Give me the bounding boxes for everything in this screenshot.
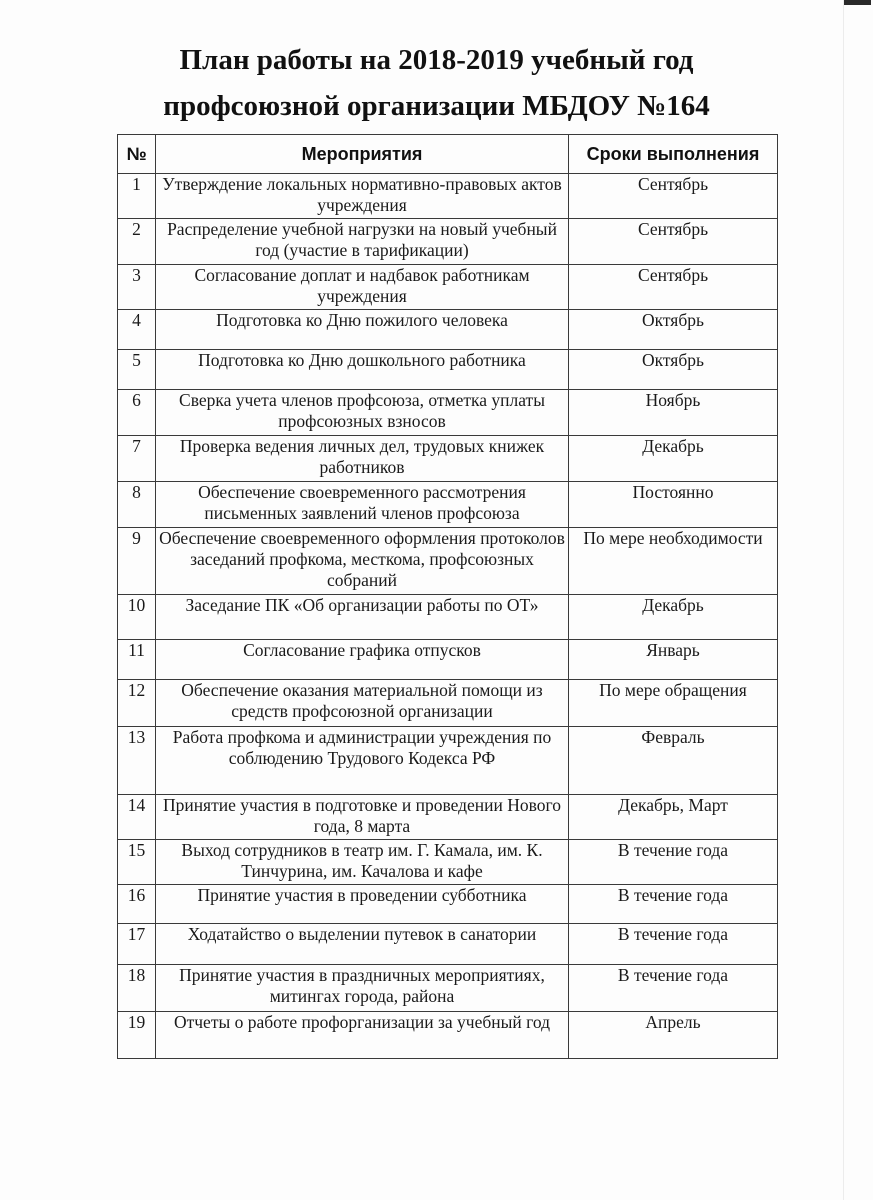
table-row	[118, 840, 778, 885]
row-activity: Обеспечение оказания материальной помощи из средств профсоюзной организации	[156, 680, 569, 727]
table-row	[118, 885, 778, 924]
row-activity: Ходатайство о выделении путевок в санатории	[156, 924, 569, 965]
row-activity: Распределение учебной нагрузки на новый учебный год (участие в тарификации)	[156, 219, 569, 265]
row-activity: Утверждение локальных нормативно-правовых актов учреждения	[156, 174, 569, 219]
row-number: 14	[118, 795, 156, 840]
row-activity: Принятие участия в подготовке и проведении Нового года, 8 марта	[156, 795, 569, 840]
row-deadline: По мере обращения	[569, 680, 778, 727]
row-deadline: В течение года	[569, 885, 778, 924]
row-deadline: В течение года	[569, 840, 778, 885]
table-row	[118, 219, 778, 265]
row-deadline: Сентябрь	[569, 265, 778, 310]
row-number: 4	[118, 310, 156, 350]
row-number: 8	[118, 482, 156, 528]
row-number: 18	[118, 965, 156, 1012]
table-row	[118, 436, 778, 482]
table-row	[118, 795, 778, 840]
table-row	[118, 924, 778, 965]
row-number: 17	[118, 924, 156, 965]
table-row	[118, 482, 778, 528]
row-activity: Работа профкома и администрации учреждения по соблюдению Трудового Кодекса РФ	[156, 727, 569, 795]
row-deadline: Декабрь	[569, 436, 778, 482]
header-deadline: Сроки выполнения	[569, 135, 778, 174]
scan-edge-line	[843, 0, 844, 1200]
row-number: 16	[118, 885, 156, 924]
header-activity: Мероприятия	[156, 135, 569, 174]
table-row	[118, 965, 778, 1012]
row-deadline: Сентябрь	[569, 219, 778, 265]
table-row	[118, 265, 778, 310]
row-activity: Сверка учета членов профсоюза, отметка уплаты профсоюзных взносов	[156, 390, 569, 436]
row-deadline: Октябрь	[569, 350, 778, 390]
row-deadline: Постоянно	[569, 482, 778, 528]
row-activity: Проверка ведения личных дел, трудовых книжек работников	[156, 436, 569, 482]
table-row	[118, 727, 778, 795]
row-number: 7	[118, 436, 156, 482]
row-number: 11	[118, 640, 156, 680]
row-activity: Обеспечение своевременного оформления протоколов заседаний профкома, месткома, профсоюзных собраний	[156, 528, 569, 595]
row-number: 15	[118, 840, 156, 885]
row-activity: Подготовка ко Дню дошкольного работника	[156, 350, 569, 390]
row-number: 1	[118, 174, 156, 219]
row-activity: Принятие участия в проведении субботника	[156, 885, 569, 924]
row-deadline: Декабрь, Март	[569, 795, 778, 840]
row-activity: Выход сотрудников в театр им. Г. Камала, им. К. Тинчурина, им. Качалова и кафе	[156, 840, 569, 885]
row-activity: Принятие участия в праздничных мероприятиях, митингах города, района	[156, 965, 569, 1012]
document-title-line1: План работы на 2018-2019 учебный год	[179, 44, 694, 76]
table-row	[118, 390, 778, 436]
table-row	[118, 595, 778, 640]
row-deadline: Сентябрь	[569, 174, 778, 219]
row-deadline: Январь	[569, 640, 778, 680]
row-number: 6	[118, 390, 156, 436]
row-number: 10	[118, 595, 156, 640]
table-header-row	[118, 135, 778, 174]
header-number: №	[118, 135, 156, 174]
row-activity: Отчеты о работе профорганизации за учебный год	[156, 1012, 569, 1059]
row-number: 9	[118, 528, 156, 595]
table-row	[118, 350, 778, 390]
row-deadline: Ноябрь	[569, 390, 778, 436]
row-deadline: Декабрь	[569, 595, 778, 640]
row-activity: Обеспечение своевременного рассмотрения письменных заявлений членов профсоюза	[156, 482, 569, 528]
row-deadline: В течение года	[569, 924, 778, 965]
row-number: 12	[118, 680, 156, 727]
row-deadline: Октябрь	[569, 310, 778, 350]
row-deadline: Февраль	[569, 727, 778, 795]
table-row	[118, 640, 778, 680]
row-number: 13	[118, 727, 156, 795]
row-deadline: В течение года	[569, 965, 778, 1012]
row-activity: Подготовка ко Дню пожилого человека	[156, 310, 569, 350]
work-plan-table	[117, 134, 778, 1059]
row-number: 3	[118, 265, 156, 310]
table-row	[118, 310, 778, 350]
document-title-line2: профсоюзной организации МБДОУ №164	[163, 90, 710, 122]
row-activity: Согласование графика отпусков	[156, 640, 569, 680]
row-deadline: По мере необходимости	[569, 528, 778, 595]
table-row	[118, 1012, 778, 1059]
table-row	[118, 174, 778, 219]
row-activity: Согласование доплат и надбавок работникам учреждения	[156, 265, 569, 310]
row-number: 5	[118, 350, 156, 390]
row-number: 2	[118, 219, 156, 265]
row-activity: Заседание ПК «Об организации работы по ОТ»	[156, 595, 569, 640]
table-row	[118, 680, 778, 727]
row-number: 19	[118, 1012, 156, 1059]
table-row	[118, 528, 778, 595]
scan-corner-mark	[843, 0, 871, 5]
row-deadline: Апрель	[569, 1012, 778, 1059]
